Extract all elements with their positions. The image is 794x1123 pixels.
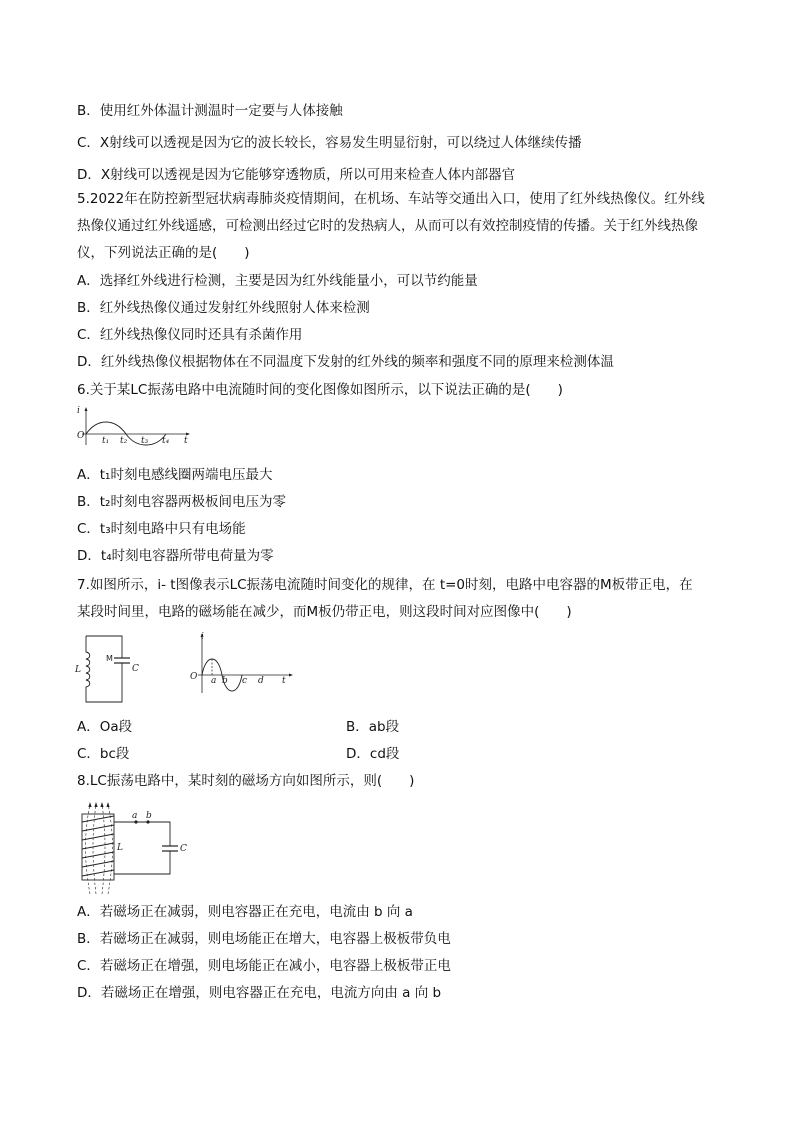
q8-stem: 8.LC振荡电路中，某时刻的磁场方向如图所示，则( ) (77, 773, 415, 789)
q7-option-a: A．Oa段 (77, 719, 133, 735)
q5-option-a: A．选择红外线进行检测，主要是因为红外线能量小，可以节约能量 (77, 273, 478, 289)
q8-option-c: C．若磁场正在增强，则电场能正在减小，电容器上极板带正电 (77, 958, 451, 974)
q7-label-o: O (190, 672, 198, 682)
q7-label-a: a (211, 676, 217, 686)
q4-option-c: C．X射线可以透视是因为它的波长较长，容易发生明显衍射，可以绕过人体继续传播 (77, 135, 582, 151)
q7-circuit-wire-bottom (86, 663, 122, 702)
q8-option-a: A．若磁场正在减弱，则电容器正在充电，电流由 b 向 a (77, 904, 413, 920)
q5-option-b: B．红外线热像仪通过发射红外线照射人体来检测 (77, 300, 370, 316)
q7-option-d: D．cd段 (346, 746, 400, 762)
q6-i-axis-arrow (85, 407, 88, 411)
q8-label-l: L (117, 843, 123, 853)
q7-option-c: C．bc段 (77, 746, 130, 762)
q6-label-t4: t₄ (162, 436, 170, 446)
q8-wire-bottom (114, 851, 170, 874)
q7-stem-line2: 某段时间里，电路的磁场能在减少，而M板仍带正电，则这段时间对应图像中( ) (77, 604, 572, 620)
q6-label-o: O (77, 431, 85, 441)
q6-label-t: t (184, 436, 188, 446)
q5-stem-line3: 仪，下列说法正确的是( ) (77, 245, 250, 261)
q6-label-t1: t₁ (102, 436, 110, 446)
q7-t-axis-arrow (289, 674, 293, 677)
q8-label-c: C (180, 844, 187, 854)
q6-label-t2: t₂ (120, 436, 128, 446)
q6-option-c: C．t₃时刻电路中只有电场能 (77, 521, 246, 537)
q7-label-c: C (132, 664, 139, 674)
q5-option-d: D．红外线热像仪根据物体在不同温度下发射的红外线的频率和强度不同的原理来检测体温 (77, 354, 614, 370)
q4-option-b: B．使用红外体温计测温时一定要与人体接触 (77, 103, 343, 119)
q6-option-d: D．t₄时刻电容器所带电荷量为零 (77, 548, 274, 564)
q8-field-line-1 (86, 804, 91, 894)
q7-option-b: B．ab段 (346, 719, 400, 735)
q6-stem: 6.关于某LC振荡电路中电流随时间的变化图像如图所示，以下说法正确的是( ) (77, 382, 563, 398)
q7-current-time-graph (186, 631, 296, 695)
q6-option-a: A．t₁时刻电感线圈两端电压最大 (77, 467, 273, 483)
q7-label-b: b (222, 676, 228, 686)
q8-field-arrow-4 (106, 802, 109, 807)
q8-field-line-2 (93, 804, 96, 894)
q6-label-t3: t₃ (141, 436, 149, 446)
q8-field-arrow-1 (88, 802, 91, 807)
q7-label-l: L (75, 665, 81, 675)
q8-option-d: D．若磁场正在增强，则电容器正在充电，电流方向由 a 向 b (77, 985, 442, 1001)
q8-field-arrow-3 (100, 802, 103, 807)
q8-field-arrow-2 (94, 802, 97, 807)
q8-label-b: b (146, 811, 152, 821)
q7-lc-circuit-diagram (74, 632, 144, 708)
q7-label-i: i (201, 632, 204, 642)
q5-stem-line1: 5.2022年在防控新型冠状病毒肺炎疫情期间，在机场、车站等交通出入口，使用了红外线热像仪。红外线 (77, 191, 705, 207)
q7-label-t: t (282, 676, 286, 686)
q7-label-m: M (106, 654, 113, 663)
q7-circuit-wire-top (86, 636, 122, 658)
q8-label-a: a (132, 811, 138, 821)
q7-label-d: d (258, 676, 264, 686)
q7-label-c: c (242, 676, 248, 686)
q6-label-i: i (77, 406, 80, 416)
q6-current-time-graph (74, 405, 194, 447)
q7-inductor-coil (86, 636, 90, 690)
q6-option-b: B．t₂时刻电容器两极板间电压为零 (77, 494, 286, 510)
q4-option-d: D．X射线可以透视是因为它能够穿透物质，所以可用来检查人体内部器官 (77, 167, 516, 183)
q5-option-c: C．红外线热像仪同时还具有杀菌作用 (77, 327, 303, 343)
q8-lc-circuit-diagram (70, 800, 190, 896)
q5-stem-line2: 热像仪通过红外线遥感，可检测出经过它时的发热病人，从而可以有效控制疫情的传播。关于红外线热像 (77, 218, 698, 234)
q8-option-b: B．若磁场正在减弱，则电场能正在增大，电容器上极板带负电 (77, 931, 451, 947)
q7-stem-line1: 7.如图所示，i- t图像表示LC振荡电流随时间变化的规律，在 t=0时刻，电路中电容器的M板带正电，在 (77, 577, 693, 593)
